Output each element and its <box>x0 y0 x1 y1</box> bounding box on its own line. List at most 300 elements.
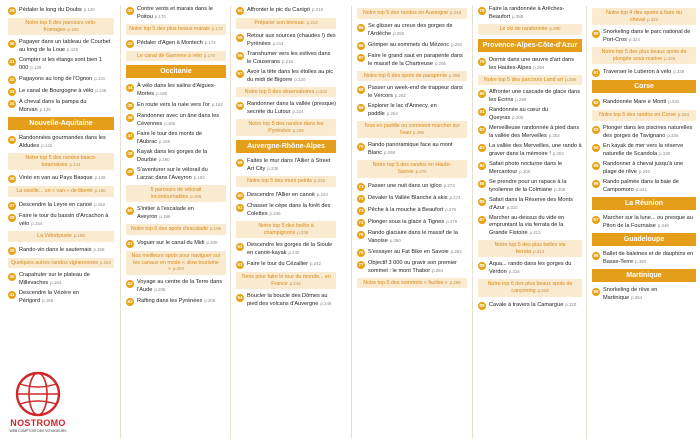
page-number: p.234 <box>316 191 328 197</box>
page-number: p.199 <box>209 226 221 232</box>
entry-number-badge: 51 <box>127 240 133 246</box>
toc-entry <box>357 85 467 100</box>
page-number: p.222 <box>316 88 328 94</box>
entry-number-badge: 87 <box>479 217 485 223</box>
entry-text: Virée en van au Pays Basque <box>19 175 93 182</box>
page-number: p.166 <box>42 298 54 304</box>
page-number: p.170 <box>154 14 166 19</box>
feature-box <box>478 240 582 257</box>
feature-title: Préparer son bivouac <box>254 20 305 26</box>
toc-entry <box>357 103 467 118</box>
feature-title: Tous en paddle ou comment marcher sur l'eau <box>363 123 461 136</box>
page-number: p.190 <box>158 157 170 163</box>
page-number: p.144 <box>69 161 81 167</box>
feature-box <box>357 71 467 82</box>
entry-text: Faire le tour des monts de l'Aubrac <box>137 131 202 146</box>
entry-title <box>247 6 336 14</box>
toc-column-3 <box>236 6 336 441</box>
page-number: p.220 <box>294 76 306 82</box>
entry-text: Randonner à cheval jusqu'à une plage de rêve <box>603 160 684 175</box>
entry-title <box>247 101 336 116</box>
toc-entry <box>126 279 226 294</box>
toc-entry <box>8 99 114 114</box>
entry-number-badge: 62 <box>237 244 243 250</box>
entry-title <box>137 83 226 98</box>
entry-title <box>368 53 467 68</box>
entry-title <box>137 297 226 305</box>
page-number: p.306 <box>519 169 531 175</box>
entry-text: Ballet de baleines et de dauphins en Basse-Terre <box>603 250 694 265</box>
page-number: p.300 <box>512 115 524 121</box>
toc-entry <box>8 39 114 54</box>
page-number: p.158 <box>93 246 105 252</box>
logo-tagline: WEB COMPTOIR DES VOYAGEURS <box>9 429 67 433</box>
entry-text: Voyage au centre de la Terre dans l'Aude <box>137 278 223 293</box>
feature-box <box>8 186 114 197</box>
toc-entry <box>8 135 114 150</box>
page-number: p.284 <box>432 267 444 273</box>
page-number: p.332 <box>668 99 680 105</box>
entry-title <box>19 57 114 72</box>
feature-box <box>8 258 114 269</box>
entry-text: En kayak de mer vers la réserve naturelle de Scandola <box>603 142 684 157</box>
entry-number-badge: 61 <box>237 204 243 210</box>
entry-title <box>603 98 696 106</box>
entry-title <box>368 248 467 256</box>
page-number: p.334 <box>677 112 689 118</box>
entry-text: Dévaler la Vallée Blanche à skis <box>368 194 448 201</box>
entry-text: En route vers la ruée vers l'or <box>137 102 210 109</box>
page-number: p.180 <box>156 91 168 97</box>
toc-entry <box>478 161 582 176</box>
feature-box <box>126 51 226 62</box>
entry-number-badge: 39 <box>9 247 15 253</box>
page-number: p.346 <box>657 222 669 228</box>
entry-text: La vallée des Merveilles, une rando à graver dans la mémoire ! <box>489 143 582 158</box>
entry-title <box>489 107 582 122</box>
entry-text: S'aventurer sur le vélorail du Larzac dans l'Aveyron <box>137 167 208 182</box>
page-number: p.192 <box>193 175 205 181</box>
toc-entry <box>236 242 336 257</box>
entry-number-badge: 77 <box>358 261 364 267</box>
section-header: Nouvelle-Aquitaine <box>8 117 114 130</box>
entry-title <box>19 99 114 114</box>
entry-number-badge: 33 <box>9 89 15 95</box>
toc-entry <box>592 98 696 107</box>
entry-title <box>247 242 336 257</box>
toc-entry <box>357 248 467 257</box>
page-number: p.288 <box>512 14 524 19</box>
toc-entry <box>126 113 226 128</box>
entry-title <box>603 287 696 302</box>
feature-box <box>8 18 114 35</box>
toc-entry <box>357 53 467 68</box>
entry-text: Plonger dans les piscines naturelles des gorges de Tavignano <box>603 124 693 139</box>
entry-title <box>19 135 114 150</box>
toc-entry <box>357 230 467 245</box>
entry-number-badge: 60 <box>237 192 243 198</box>
feature-title: Nos meilleurs spots pour naviguer sur les canaux en mode « slow tourisme » <box>131 252 221 273</box>
toc-column-4 <box>357 6 467 441</box>
page-number: p.282 <box>450 248 462 254</box>
feature-box <box>126 224 226 235</box>
entry-text: S'initier à l'escalade en Aveyron <box>137 206 194 221</box>
page-number: p.276 <box>445 206 457 212</box>
toc-entry <box>126 101 226 110</box>
page-number: p.270 <box>415 168 427 174</box>
entry-number-badge: 35 <box>9 137 15 143</box>
entry-text: Snorkeling dans le parc national de Port-Cros <box>603 29 691 44</box>
entry-number-badge: 29 <box>9 8 15 13</box>
entry-title <box>368 218 467 226</box>
feature-title: Notre top 6 des plus beaux spots de canyoning <box>487 281 573 294</box>
entry-number-badge: 31 <box>9 59 15 65</box>
page-number: p.176 <box>204 52 216 58</box>
entry-number-badge: 65 <box>358 24 364 30</box>
entry-text: Affronter le pic du Canigó <box>247 7 311 13</box>
entry-title <box>247 260 336 268</box>
entry-title <box>603 125 696 140</box>
page-number: p.290 <box>549 26 561 31</box>
toc-entry <box>8 213 114 228</box>
feature-title: 5 parcours de vélorail incontournables <box>150 187 202 200</box>
page-number: p.238 <box>297 229 309 235</box>
entry-title <box>603 179 696 194</box>
entry-title <box>489 215 582 237</box>
feature-box <box>8 231 114 242</box>
feature-title: Notre top 5 des plus belles via ferrata <box>494 242 566 255</box>
entry-title <box>603 29 696 44</box>
feature-box <box>236 221 336 238</box>
toc-entry <box>8 201 114 210</box>
entry-number-badge: 97 <box>593 216 599 222</box>
entry-title <box>19 201 114 209</box>
entry-title <box>603 68 696 76</box>
feature-box <box>357 278 467 289</box>
feature-title: La vanille... un « van » de liberté <box>16 188 93 195</box>
entry-text: Se glisser au creux des gorges de l'Ardèche <box>368 22 453 37</box>
page-number: p.252 <box>451 41 463 47</box>
page-number: p.196 <box>159 214 171 220</box>
toc-entry <box>357 41 467 50</box>
entry-number-badge: 94 <box>593 144 599 150</box>
page-number: p.242 <box>309 261 321 267</box>
entry-number-badge: 95 <box>593 162 599 168</box>
page-number: p.224 <box>292 109 304 115</box>
entry-number-badge: 52 <box>127 280 133 286</box>
page-number: p.326 <box>664 55 676 61</box>
entry-title <box>19 39 114 54</box>
entry-title <box>247 69 336 84</box>
toc-entry <box>126 83 226 98</box>
page-number: p.135 <box>95 88 107 94</box>
entry-title <box>19 213 114 228</box>
entry-number-badge: 41 <box>9 292 15 298</box>
toc-entry <box>592 161 696 176</box>
page-number: p.230 <box>267 166 279 172</box>
page-number: p.350 <box>635 258 647 264</box>
entry-text: Pagayer dans un tableau de Courbet au long de la Loue <box>19 39 111 54</box>
page-number: p.318 <box>537 287 549 293</box>
page-number: p.322 <box>647 16 659 22</box>
entry-number-badge: 40 <box>9 274 15 280</box>
feature-box <box>592 8 696 25</box>
page-number: p.266 <box>413 129 425 135</box>
page-number: p.258 <box>449 72 461 78</box>
entry-title <box>603 251 696 266</box>
page-number: p.336 <box>667 132 679 138</box>
entry-title <box>137 167 226 182</box>
entry-text: Marcher sur la lune... ou presque au Piton de la Fournaise <box>603 214 693 229</box>
entry-title <box>368 103 467 118</box>
page-number: p.244 <box>289 280 301 286</box>
page-number: p.286 <box>449 279 461 285</box>
page-number: p.129 <box>30 65 42 71</box>
entry-title <box>368 182 467 190</box>
page-number: p.216 <box>281 58 293 64</box>
feature-box <box>8 153 114 170</box>
entry-title <box>489 161 582 176</box>
entry-text: Snorkeling de rêve en Martinique <box>603 286 658 301</box>
toc-entry <box>478 197 582 212</box>
feature-title: Notre top 5 des observatoires <box>244 88 315 95</box>
entry-number-badge: 34 <box>9 101 15 107</box>
feature-title: Notre top 4 des sports à faire du cheval <box>606 10 682 23</box>
entry-title <box>137 131 226 146</box>
entry-title <box>489 143 582 158</box>
toc-entry <box>126 131 226 146</box>
page-number: p.342 <box>635 186 647 192</box>
feature-title: Notre top 5 des randos en Corse <box>599 112 676 119</box>
entry-text: Traverser le Luberon à vélo <box>603 69 672 76</box>
entry-number-badge: 99 <box>593 288 599 294</box>
page-number: p.236 <box>269 210 281 216</box>
toc-entry <box>8 174 114 183</box>
page-number: p.126 <box>67 47 79 53</box>
toc-entry <box>126 167 226 182</box>
entry-number-badge: 89 <box>479 302 485 308</box>
entry-number-badge: 79 <box>479 58 485 64</box>
page-number: p.340 <box>638 168 650 174</box>
page-number: p.310 <box>506 205 518 211</box>
toc-column-2 <box>126 6 226 441</box>
feature-title: Quelques autres randos vigneronnes <box>11 259 98 266</box>
toc-entry <box>592 251 696 266</box>
toc-entry <box>592 143 696 158</box>
entry-number-badge: 50 <box>127 208 133 214</box>
entry-text: À cheval dans la pampa du Morvan <box>19 99 87 114</box>
section-header: Martinique <box>592 269 696 282</box>
page-number: p.150 <box>67 26 79 32</box>
entry-title <box>489 57 582 72</box>
entry-text: Contre vents et marais dans le Poitou <box>137 6 213 20</box>
page-number: p.264 <box>386 111 398 117</box>
entry-number-badge: 83 <box>479 145 485 151</box>
entry-title <box>19 272 114 287</box>
entry-number-badge: 43 <box>127 40 133 46</box>
feature-box <box>357 121 467 138</box>
toc-entry <box>357 23 467 38</box>
entry-number-badge: 92 <box>593 100 599 106</box>
feature-box <box>592 47 696 64</box>
section-header: Corse <box>592 80 696 93</box>
feature-title: Notre top 6 des spots d'escalade <box>131 226 208 233</box>
toc-entry <box>592 287 696 302</box>
toc-entry <box>8 272 114 287</box>
feature-title: Notre top 5 des randos en Haute-Savoie <box>372 162 452 175</box>
toc-entry <box>236 6 336 15</box>
toc-entry <box>8 6 114 15</box>
entry-text: Faire le tour du Cézallier <box>247 261 308 268</box>
toc-entry <box>126 297 226 306</box>
entry-text: Chasser le cèpe dans la forêt des Colettes <box>247 202 331 217</box>
toc-entry <box>592 125 696 140</box>
page-number: p.142 <box>41 143 53 149</box>
entry-number-badge: 96 <box>593 180 599 186</box>
entry-text: Voguer sur le canal du Midi <box>137 239 205 246</box>
entry-text: Compter si les étangs sont bien 1 000 <box>19 57 103 72</box>
entry-text: À vélo dans les salins d'Aigues-Mortes <box>137 83 216 98</box>
toc-entry <box>478 179 582 194</box>
entry-title <box>368 41 467 49</box>
entry-title <box>368 23 467 38</box>
toc-entry <box>236 158 336 173</box>
page-number: p.150 <box>94 188 106 194</box>
entry-number-badge: 55 <box>237 34 243 40</box>
page-number: p.120 <box>83 7 95 12</box>
toc-entry <box>478 107 582 122</box>
page-number: p.312 <box>529 230 541 236</box>
page-number: p.226 <box>292 127 304 133</box>
entry-text: Explorer le lac d'Annecy, en paddle <box>368 103 437 118</box>
page-number: p.278 <box>446 218 458 224</box>
page-number: p.136 <box>39 107 51 113</box>
entry-text: Rando panoramique face au mont Blanc <box>368 142 453 157</box>
toc-entry <box>126 39 226 48</box>
page-number: p.146 <box>94 175 106 181</box>
section-header: Guadeloupe <box>592 233 696 246</box>
entry-text: Descendre les gorges de la Sioule en canoë-kayak <box>247 242 333 257</box>
column-divider <box>230 6 231 439</box>
entry-number-badge: 54 <box>237 8 243 13</box>
entry-title <box>368 230 467 245</box>
entry-title <box>19 75 114 83</box>
entry-title <box>19 174 114 182</box>
entry-number-badge: 46 <box>127 115 133 121</box>
entry-number-badge: 76 <box>358 249 364 255</box>
entry-number-badge: 88 <box>479 263 485 269</box>
toc-entry <box>8 246 114 255</box>
page-number: p.304 <box>552 151 564 157</box>
toc-entry <box>478 125 582 140</box>
toc-entry <box>478 261 582 276</box>
entry-text: Plonger sous la glace à Tignes <box>368 218 445 225</box>
feature-box <box>126 251 226 275</box>
toc-column-5 <box>478 6 582 441</box>
page-number: p.246 <box>320 301 332 307</box>
entry-text: Transhumer vers les estives dans le Couserans <box>247 50 331 65</box>
entry-title <box>137 39 226 47</box>
page-number: p.248 <box>450 10 462 15</box>
toc-entry <box>8 87 114 96</box>
entry-number-badge: 53 <box>127 298 133 304</box>
entry-text: Passer une nuit dans un igloo <box>368 182 442 189</box>
page-number: p.206 <box>154 286 166 292</box>
entry-number-badge: 58 <box>237 103 243 109</box>
page-number: p.274 <box>449 194 461 200</box>
feature-title: Notre top 5 des plus beaux spots de plongée sous-marine <box>601 49 687 62</box>
feature-title: Le canal de Garonne à vélo <box>136 52 203 59</box>
entry-title <box>368 142 467 157</box>
page-number: p.280 <box>389 237 401 243</box>
entry-title <box>603 215 696 230</box>
toc-entry <box>478 143 582 158</box>
page-number: p.212 <box>306 20 318 25</box>
entry-number-badge: 63 <box>237 262 243 268</box>
entry-title <box>137 101 226 109</box>
entry-title <box>368 194 467 202</box>
entry-title <box>603 161 696 176</box>
feature-title: Tiens pour faire le tour du monde... en France <box>241 274 331 287</box>
entry-number-badge: 86 <box>479 199 485 205</box>
feature-title: Notre top 5 des parcours vélo-fromages <box>25 20 97 33</box>
feature-title: Notre top 5 des randos en Auvergne <box>362 10 449 16</box>
section-header: Provence-Alpes-Côte-d'Azur <box>478 39 582 52</box>
entry-text: Pédaler d'Agen à Montech <box>137 39 203 46</box>
entry-number-badge: 68 <box>358 87 364 93</box>
entry-number-badge: 44 <box>127 85 133 91</box>
feature-title: Le ski de randonnée <box>499 26 548 32</box>
entry-number-badge: 90 <box>593 31 599 37</box>
entry-number-badge: 38 <box>9 214 15 220</box>
toc-entry <box>478 215 582 237</box>
page-number: p.214 <box>272 40 284 46</box>
toc-entry <box>8 75 114 84</box>
entry-title <box>368 260 467 275</box>
entry-text: Randonnée au cœur du Queyras <box>489 107 549 122</box>
page-number: p.154 <box>31 220 43 226</box>
toc-entry <box>236 260 336 269</box>
feature-box <box>126 24 226 35</box>
page-number: p.320 <box>565 301 577 307</box>
entry-number-badge: 84 <box>479 163 485 169</box>
entry-number-badge: 82 <box>479 127 485 133</box>
page-number: p.174 <box>204 39 216 45</box>
entry-number-badge: 48 <box>127 151 133 157</box>
entry-title <box>368 85 467 100</box>
feature-title: La Vélodyssée <box>37 232 72 239</box>
entry-title <box>368 206 467 214</box>
feature-box <box>478 279 582 296</box>
entry-title <box>19 290 114 305</box>
page-number: p.250 <box>393 30 405 36</box>
entry-number-badge: 56 <box>237 52 243 58</box>
page-number: p.272 <box>443 182 455 188</box>
toc-entry <box>236 69 336 84</box>
entry-number-badge: 75 <box>358 231 364 237</box>
page-number: p.152 <box>94 201 106 207</box>
toc-entry <box>592 179 696 194</box>
page-number: p.268 <box>384 150 395 156</box>
feature-title: Notre top 5 des murs peints <box>246 178 313 185</box>
entry-title <box>489 6 582 21</box>
entry-text: Pédaler le long du Doubs <box>19 7 82 13</box>
entry-title <box>489 301 582 309</box>
page-number: p.324 <box>628 37 640 43</box>
entry-text: Randonner avec un âne dans les Cévennes <box>137 113 220 128</box>
toc-entry <box>8 290 114 305</box>
page-number: p.296 <box>565 76 577 82</box>
